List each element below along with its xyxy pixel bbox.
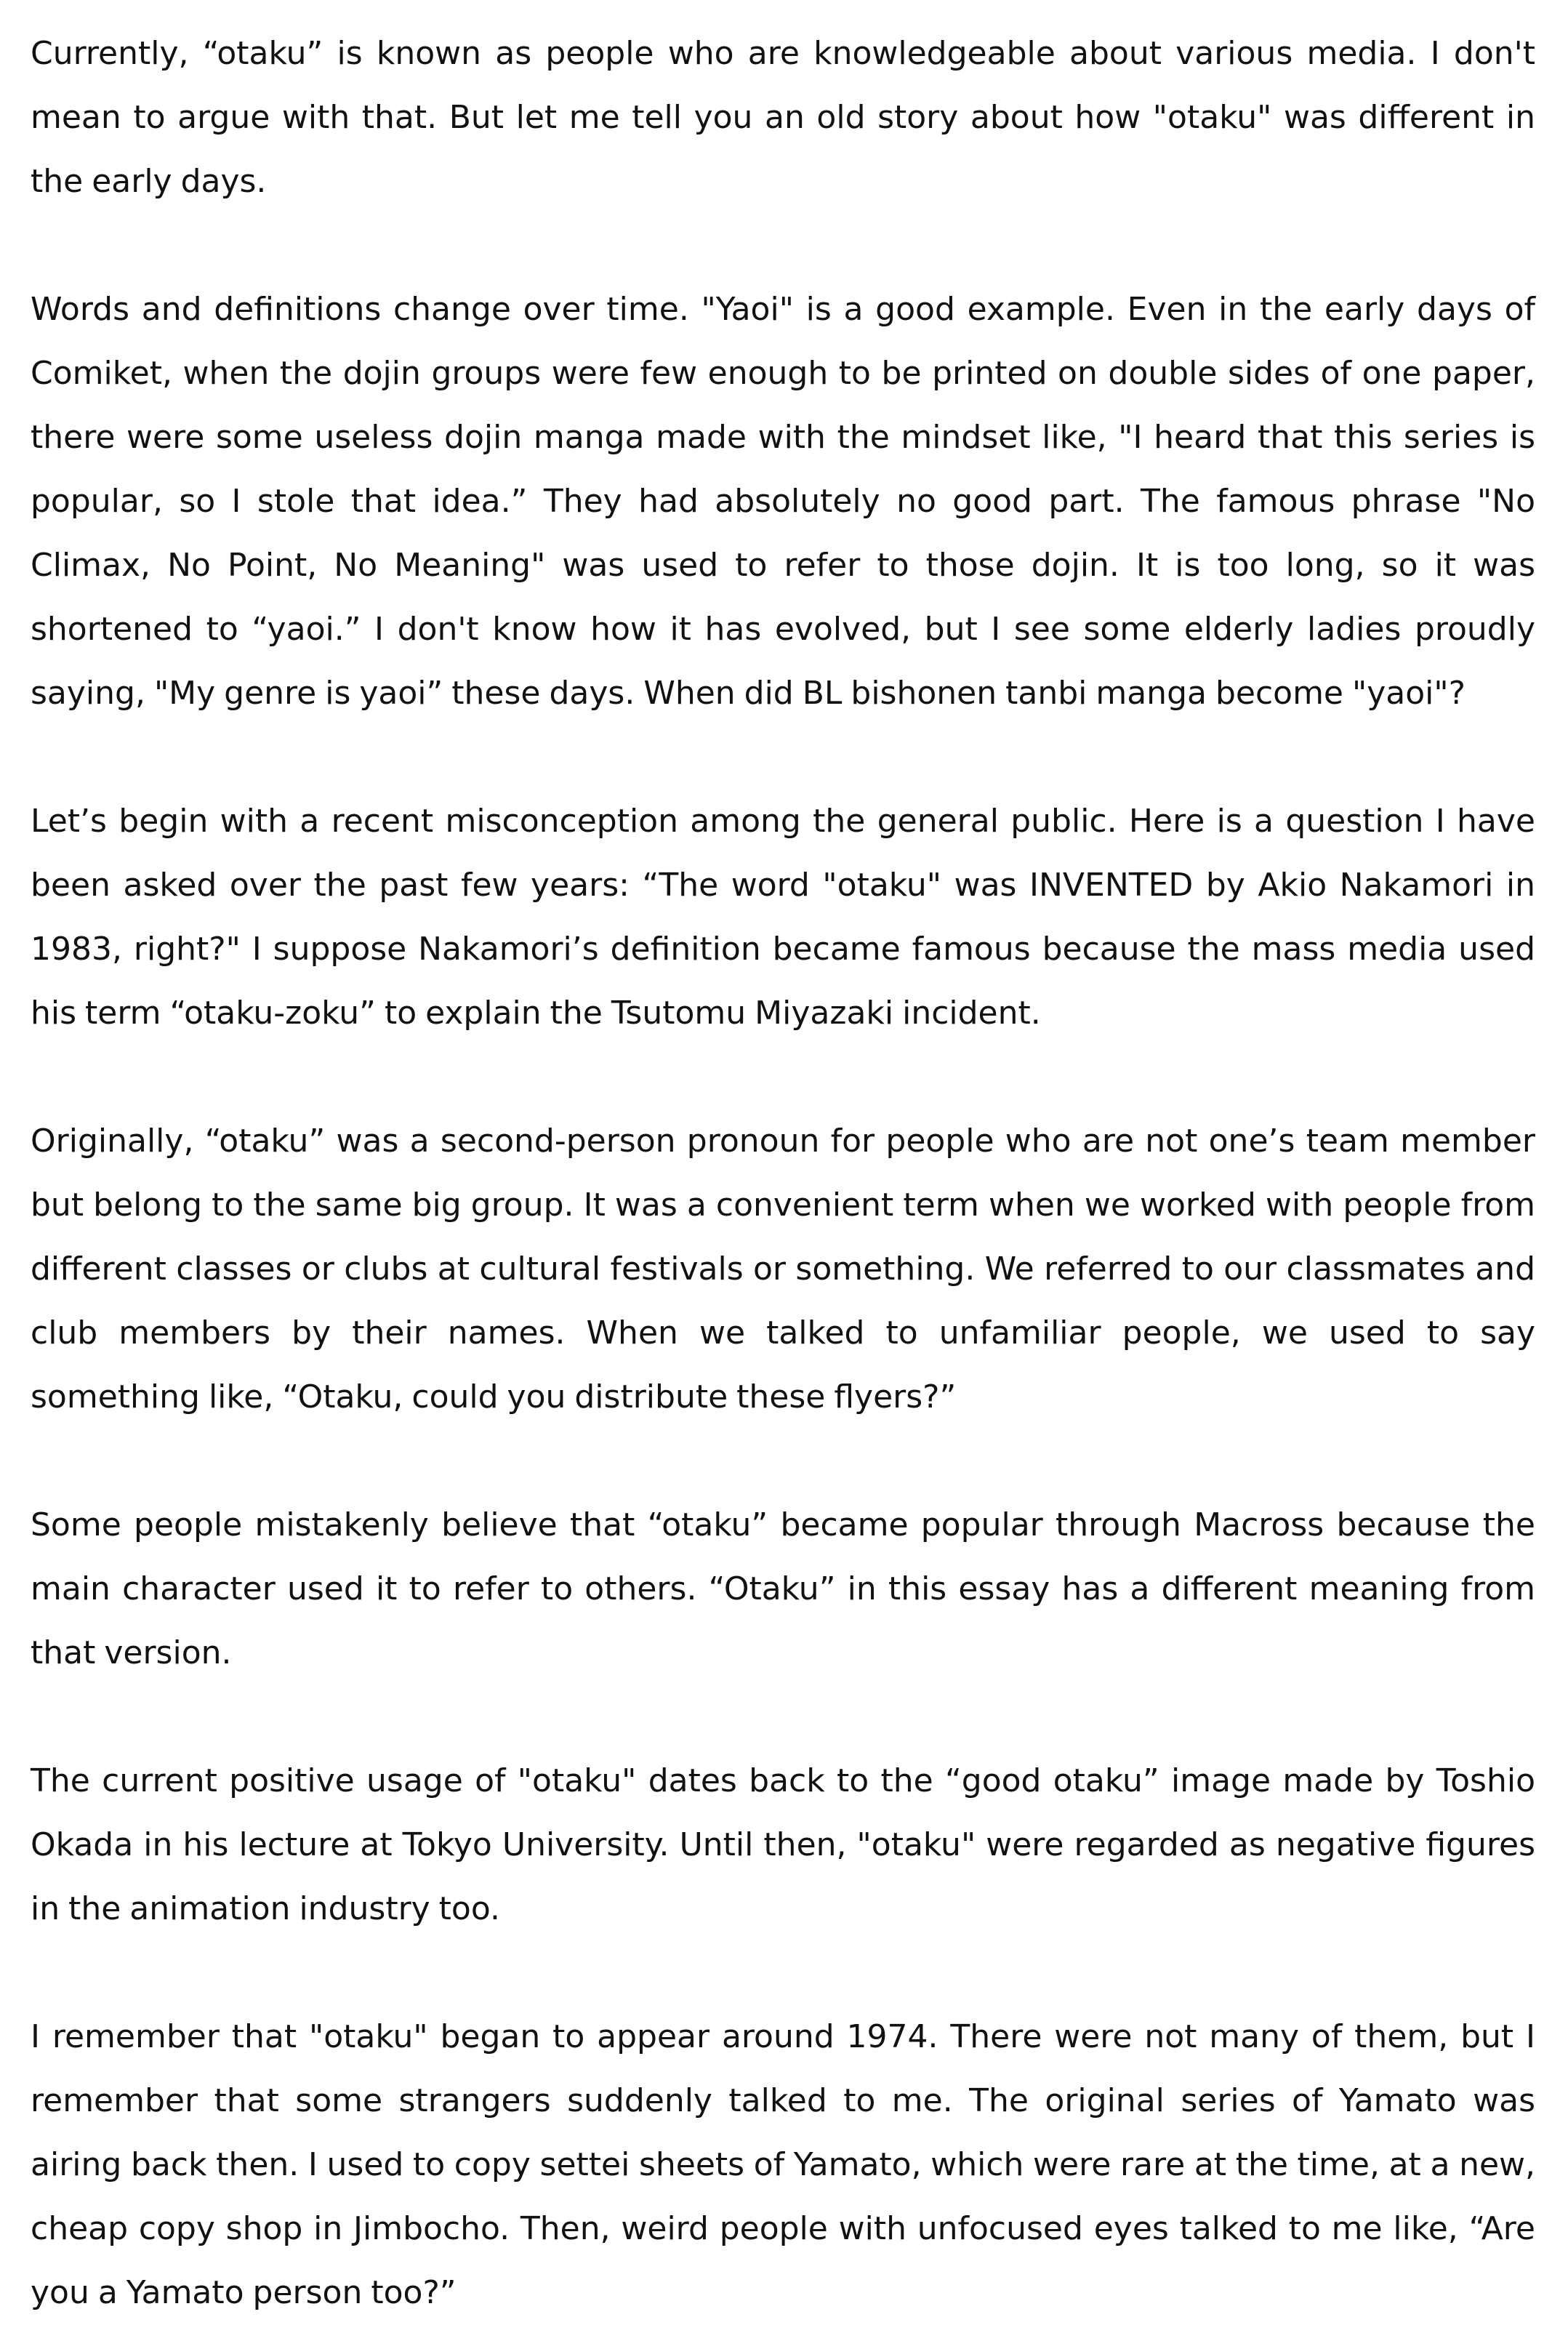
essay-body bbox=[31, 22, 1535, 2325]
paragraph-3: Let’s begin with a recent misconception among the general public. Here is a question I have been asked over the past few years: “The word "otaku" was INVENTED by Akio Nakamori in 1983, right?" I suppose Nakamori’s definition became famous because the mass media used his term “otaku-zoku” to explain the Tsutomu Miyazaki incident. bbox=[31, 803, 1535, 1032]
paragraph-5: Some people mistakenly believe that “otaku” became popular through Macross because the main character used it to refer to others. “Otaku” in this essay has a different meaning from that version. bbox=[31, 1506, 1535, 1671]
paragraph-7: I remember that "otaku" began to appear around 1974. There were not many of them, but I remember that some strangers suddenly talked to me. The original series of Yamato was airing back then. I used to copy settei sheets of Yamato, which were rare at the time, at a new, cheap copy shop in Jimbocho. Then, weird people with unfocused eyes talked to me like, “Are you a Yamato person too?” bbox=[31, 2018, 1535, 2311]
paragraph-4: Originally, “otaku” was a second-person pronoun for people who are not one’s team member but belong to the same big group. It was a convenient term when we worked with people from different classes or clubs at cultural festivals or something. We referred to our classmates and club members by their names. When we talked to unfamiliar people, we used to say something like, “Otaku, could you distribute these flyers?” bbox=[31, 1123, 1535, 1416]
paragraph-1: Currently, “otaku” is known as people who are knowledgeable about various media. I don't mean to argue with that. But let me tell you an old story about how "otaku" was different in the early days. bbox=[31, 35, 1535, 200]
paragraph-2: Words and definitions change over time. "Yaoi" is a good example. Even in the early days of Comiket, when the dojin groups were few enough to be printed on double sides of one paper, there were some useless dojin manga made with the mindset like, "I heard that this series is popular, so I stole that idea.” They had absolutely no good part. The famous phrase "No Climax, No Point, No Meaning" was used to refer to those dojin. It is too long, so it was shortened to “yaoi.” I don't know how it has evolved, but I see some elderly ladies proudly saying, "My genre is yaoi” these days. When did BL bishonen tanbi manga become "yaoi"? bbox=[31, 291, 1535, 712]
paragraph-6: The current positive usage of "otaku" dates back to the “good otaku” image made by Toshio Okada in his lecture at Tokyo University. Until then, "otaku" were regarded as negative figures in the animation industry too. bbox=[31, 1762, 1535, 1927]
